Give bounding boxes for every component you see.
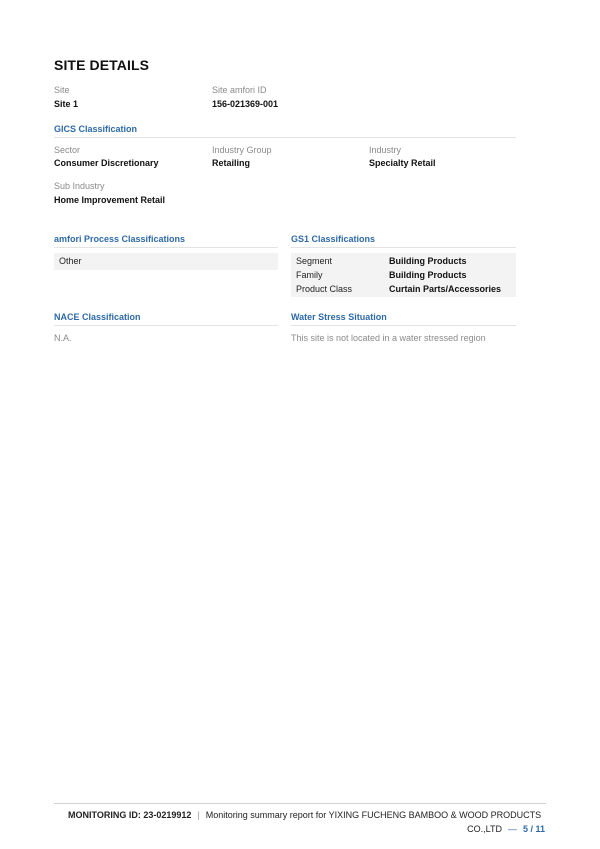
amfori-process-row	[54, 253, 278, 270]
industry-group-value: Retailing	[212, 158, 251, 168]
amfori-process-value: Other	[59, 256, 82, 266]
gs1-family-label: Family	[296, 270, 323, 280]
nace-heading: NACE Classification	[54, 312, 141, 322]
report-title: Monitoring summary report for YIXING FUCHENG BAMBOO & WOOD PRODUCTS	[205, 810, 542, 820]
industry-value: Specialty Retail	[369, 158, 436, 168]
footer-dash: —	[507, 824, 517, 834]
monitoring-id: MONITORING ID: 23-0219912	[68, 810, 192, 820]
gs1-table	[291, 253, 516, 297]
sub-industry-label: Sub Industry	[54, 181, 105, 191]
footer-divider	[54, 803, 546, 804]
amfori-process-heading: amfori Process Classifications	[54, 234, 186, 244]
nace-value: N.A.	[54, 333, 72, 343]
amfori-id-value: 156-021369-001	[212, 99, 279, 109]
nace-divider	[54, 325, 278, 326]
report-title-continued: CO.,LTD	[467, 824, 502, 834]
gs1-heading: GS1 Classifications	[291, 234, 376, 244]
gics-divider	[54, 137, 516, 138]
footer-line-2	[467, 824, 545, 834]
sector-label: Sector	[54, 145, 81, 155]
page-title: SITE DETAILS	[54, 57, 150, 73]
sub-industry-value: Home Improvement Retail	[54, 195, 166, 205]
gics-heading: GICS Classification	[54, 124, 138, 134]
water-stress-value: This site is not located in a water stressed region	[291, 333, 486, 343]
sector-value: Consumer Discretionary	[54, 158, 159, 168]
footer-separator: |	[197, 810, 200, 820]
gs1-divider	[291, 247, 516, 248]
gs1-product-class-value: Curtain Parts/Accessories	[389, 284, 502, 294]
amfori-process-divider	[54, 247, 278, 248]
gs1-segment-value: Building Products	[389, 256, 467, 266]
gs1-family-value: Building Products	[389, 270, 467, 280]
industry-label: Industry	[369, 145, 402, 155]
footer-line-1	[68, 810, 541, 820]
amfori-id-label: Site amfori ID	[212, 85, 267, 95]
gs1-product-class-label: Product Class	[296, 284, 353, 294]
site-label: Site	[54, 85, 70, 95]
page-number: 5 / 11	[522, 824, 545, 834]
industry-group-label: Industry Group	[212, 145, 272, 155]
gs1-segment-label: Segment	[296, 256, 333, 266]
site-value: Site 1	[54, 99, 79, 109]
water-stress-divider	[291, 325, 516, 326]
water-stress-heading: Water Stress Situation	[291, 312, 387, 322]
